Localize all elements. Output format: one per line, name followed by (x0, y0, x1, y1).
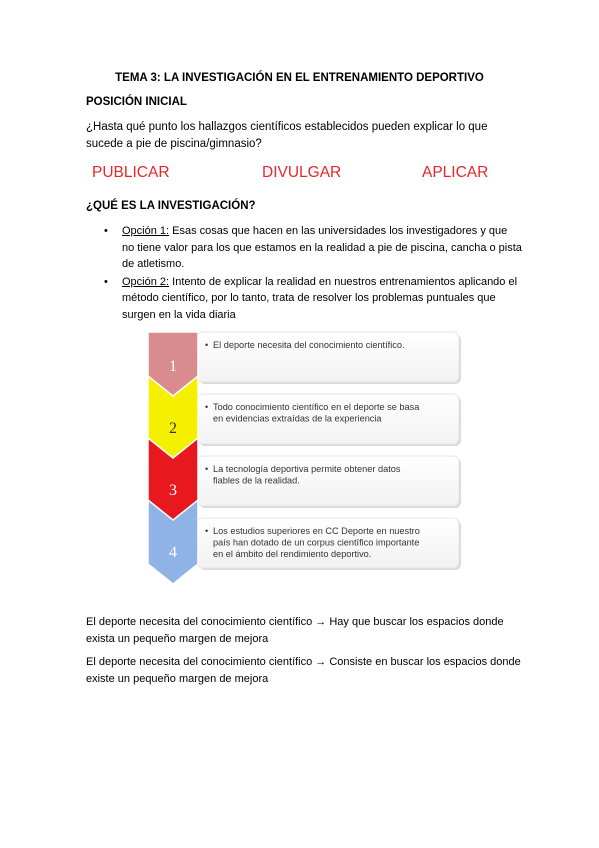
bullet-icon: • (104, 225, 108, 237)
step-bullet-icon: • (205, 402, 209, 412)
step-text-line: fiables de la realidad. (213, 475, 300, 486)
step-text-line: Todo conocimiento científico en el deporte se basa (213, 402, 420, 412)
diagram-step (148, 500, 461, 584)
step-bullet-icon: • (205, 526, 209, 536)
step-text-line: El deporte necesita del conocimiento científico. (213, 340, 405, 350)
step-number: 4 (169, 544, 177, 561)
section-heading-posicion-inicial: POSICIÓN INICIAL (86, 96, 187, 108)
step-bullet-icon: • (205, 340, 209, 350)
step-number: 1 (169, 358, 177, 375)
section-heading-que-es-investigacion: ¿QUÉ ES LA INVESTIGACIÓN? (86, 200, 256, 212)
option-label: Opción 2: (122, 275, 170, 288)
list-item (104, 223, 522, 273)
keyword-aplicar: APLICAR (422, 164, 489, 181)
option-text: Intento de explicar la realidad en nuestros entrenamientos aplicando el método científico, por lo tanto, trata de resolver los problemas puntuales que surgen en la vida diaria (122, 275, 518, 321)
document-title: TEMA 3: LA INVESTIGACIÓN EN EL ENTRENAMIENTO DEPORTIVO (115, 72, 484, 84)
step-text-line: país han dotado de un corpus científico importante (213, 537, 420, 548)
options-list (104, 223, 522, 324)
red-keywords-row (86, 164, 526, 184)
step-text-line: en el ámbito del rendimiento deportivo. (213, 549, 372, 559)
initial-question: ¿Hasta qué punto los hallazgos científicos establecidos pueden explicar lo que sucede a pie de piscina/gimnasio? (86, 121, 488, 150)
conclusion-2: El deporte necesita del conocimiento científico → Consiste en buscar los espacios donde existe un pequeño margen de mejora (86, 656, 521, 685)
step-text-line: en evidencias extraídas de la experiencia (213, 413, 382, 424)
step-bullet-icon: • (205, 464, 209, 474)
conclusion-1: El deporte necesita del conocimiento científico → Hay que buscar los espacios donde exista un pequeño margen de mejora (86, 616, 504, 645)
process-diagram (143, 326, 463, 596)
keyword-divulgar: DIVULGAR (262, 164, 342, 181)
step-number: 2 (169, 420, 177, 437)
bullet-icon: • (104, 275, 108, 288)
option-text: Esas cosas que hacen en las universidades los investigadores y que no tiene valor para los que estamos en la realidad a pie de piscina, cancha o pista de atletismo. (122, 225, 522, 270)
option-label: Opción 1: (122, 225, 170, 237)
list-item (104, 274, 522, 324)
keyword-publicar: PUBLICAR (92, 164, 170, 181)
step-number: 3 (169, 482, 177, 499)
step-text-line: La tecnología deportiva permite obtener datos (213, 464, 401, 474)
step-text-line: Los estudios superiores en CC Deporte en nuestro (213, 526, 420, 536)
